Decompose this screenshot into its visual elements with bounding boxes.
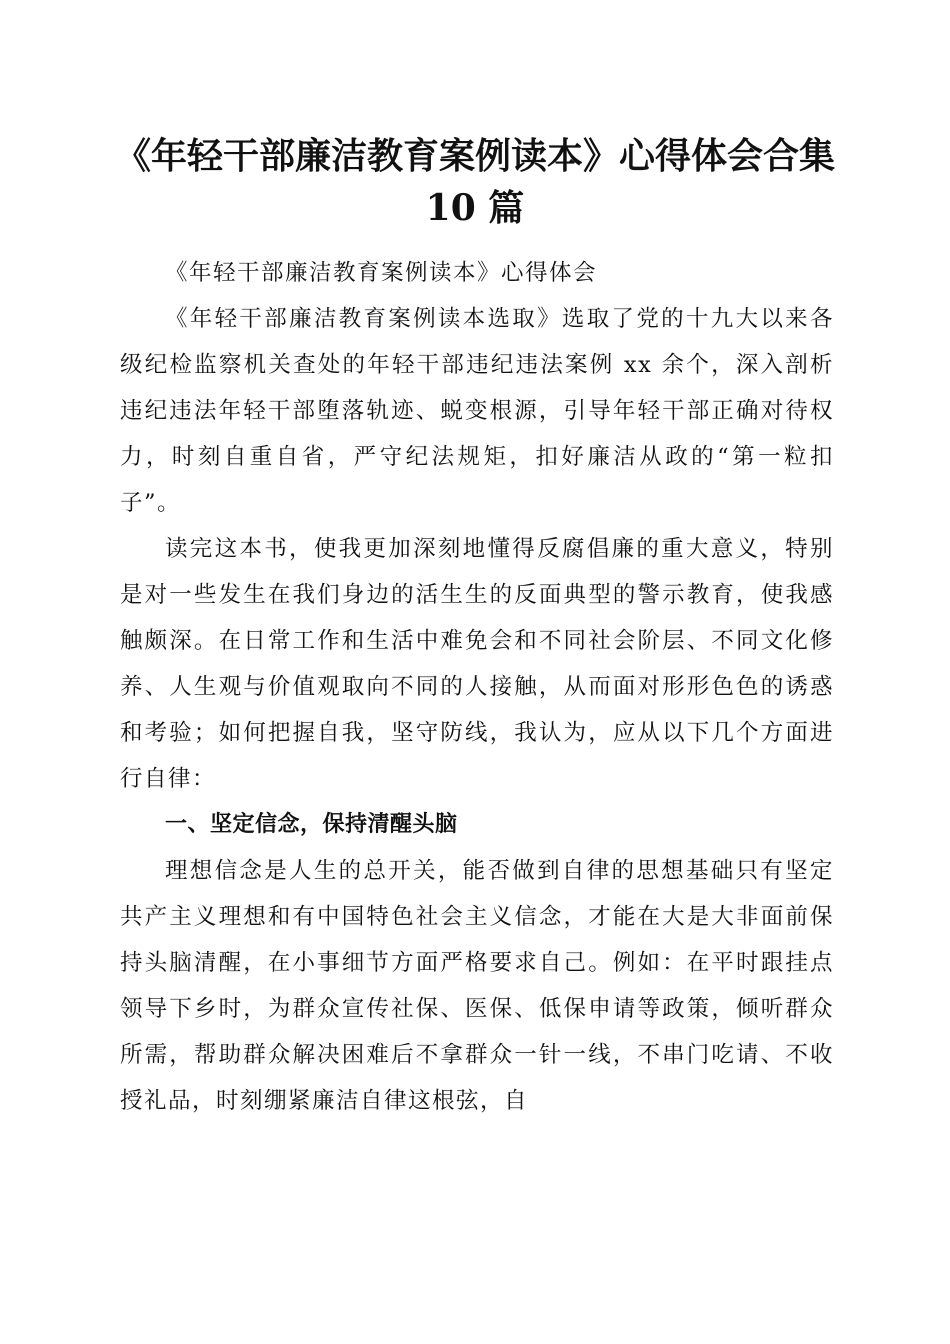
section-heading: 一、坚定信念，保持清醒头脑: [165, 812, 458, 837]
paragraph-section-1: 理想信念是人生的总开关，能否做到自律的思想基础只有坚定共产主义理想和有中国特色社会主义信念，才能在大是大非面前保持头脑清醒，在小事细节方面严格要求自己。例如：在平时跟挂点领导下乡时，为群众宣传社保、医保、低保申请等政策，倾听群众所需，帮助群众解决困难后不拿群众一针一线，不串门吃请、不收授礼品，时刻绷紧廉洁自律这根弦，自: [120, 858, 834, 1114]
document-body: [120, 250, 834, 1124]
paragraph-reflection: 读完这本书，使我更加深刻地懂得反腐倡廉的重大意义，特别是对一些发生在我们身边的活生生的反面典型的警示教育，使我感触颇深。在日常工作和生活中难免会和不同社会阶层、不同文化修养、人生观与价值观取向不同的人接触，从而面对形形色色的诱惑和考验；如何把握自我，坚守防线，我认为，应从以下几个方面进行自律：: [120, 536, 834, 792]
paragraph-intro: 《年轻干部廉洁教育案例读本选取》选取了党的十九大以来各级纪检监察机关查处的年轻干部违纪违法案例 xx 余个，深入剖析违纪违法年轻干部堕落轨迹、蜕变根源，引导年轻干部正确对待权力，时刻自重自省，严守纪法规矩，扣好廉洁从政的“第一粒扣子”。: [120, 306, 834, 516]
document-title: [100, 130, 850, 234]
document-title-line-2: 10 篇: [425, 187, 525, 229]
document-subtitle: 《年轻干部廉洁教育案例读本》心得体会: [165, 260, 598, 286]
document-title-line-1: 《年轻干部廉洁教育案例读本》心得体会合集: [114, 135, 835, 177]
